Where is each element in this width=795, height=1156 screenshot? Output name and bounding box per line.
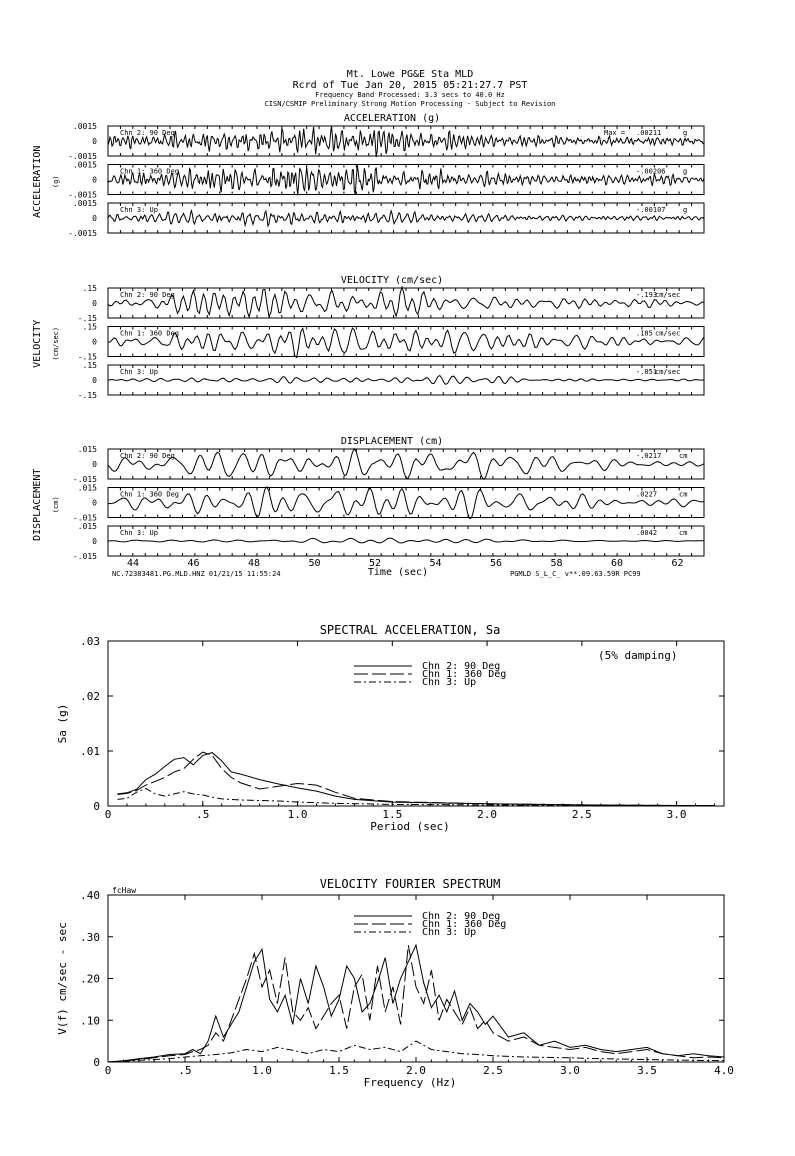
processing-note: CISN/CSMIP Preliminary Strong Motion Processing - Subject to Revision [264,100,556,108]
chart-title: VELOCITY FOURIER SPECTRUM [319,877,501,891]
channel-tick-top: .0015 [72,199,97,208]
x-tick-label: 1.0 [252,1064,272,1077]
chart-ylabel: V(f) cm/sec - sec [56,922,69,1035]
channel-trace-group [73,484,704,523]
panel-ylabel: DISPLACEMENT [32,468,43,541]
peak-value: -.051 [636,368,658,376]
channel-tick-zero: 0 [92,337,97,347]
channel-tick-zero: 0 [92,376,97,385]
channel-frame [108,449,704,479]
chart-ylabel: Sa (g) [56,703,69,744]
channel-trace [108,538,704,543]
time-tick-label: 56 [489,558,503,569]
time-tick-label: 58 [550,558,563,569]
channel-label: Chn 3: Up [120,529,158,537]
y-tick-label: .01 [80,745,100,758]
channel-trace-group [68,122,704,161]
channel-tick-bottom: -.015 [72,475,97,484]
channel-tick-top: .15 [82,322,97,332]
channel-tick-zero: 0 [92,537,97,546]
time-tick-label: 62 [671,558,684,569]
peak-value: -.0217 [636,452,662,460]
channel-tick-top: .0015 [72,160,97,170]
x-tick-label: 1.0 [287,808,308,821]
time-panel [32,275,704,400]
legend-label: Chn 3: Up [422,927,477,938]
station-title: Mt. Lowe PG&E Sta MLD [346,69,474,80]
x-tick-label: 3.5 [637,1064,657,1077]
channel-frame [108,288,704,318]
plot-frame [108,641,724,806]
y-tick-label: .40 [80,889,100,902]
peak-unit: g [683,206,688,214]
x-tick-label: 0 [104,808,112,821]
time-panel [32,113,704,238]
series-line [118,753,715,806]
channel-trace [108,449,704,479]
panel-ylabel: VELOCITY [32,319,43,368]
channel-trace [108,328,704,357]
peak-value: .185 [636,329,653,338]
series-line [118,752,715,805]
peak-value: .0227 [636,490,658,499]
fourier-spectrum-chart [56,877,734,1089]
x-tick-label: 0 [104,1064,112,1077]
x-tick-label: .5 [178,1064,192,1077]
time-tick-label: 44 [126,558,140,569]
channel-label: Chn 1: 360 Deg [120,490,180,499]
peak-value: .0042 [636,529,658,537]
channel-tick-zero: 0 [92,498,97,508]
y-tick-label: 0 [93,800,100,813]
time-axis-label: Time (sec) [367,567,429,578]
channel-trace [108,487,704,519]
channel-label: Chn 1: 360 Deg [120,167,180,176]
peak-unit: cm/sec [655,329,681,338]
footer-right: PGMLD S_L_C_ v**.09.63.59R PC99 [510,570,641,578]
peak-value: -.00206 [636,167,666,176]
channel-tick-zero: 0 [92,137,97,146]
y-tick-label: .20 [80,972,100,986]
channel-tick-bottom: -.0015 [68,190,97,200]
channel-trace [108,287,704,317]
time-tick-label: 46 [187,558,200,569]
time-tick-label: 54 [429,558,442,569]
x-tick-label: 2.0 [477,808,498,821]
x-tick-label: 1.5 [382,808,403,821]
y-tick-label: .10 [80,1014,100,1028]
y-tick-label: .03 [80,635,100,648]
channel-trace-group [73,522,704,561]
x-tick-label: 4.0 [714,1064,734,1077]
legend-label: Chn 3: Up [422,677,477,688]
channel-trace [108,165,704,196]
legend-label: Chn 1: 360 Deg [422,919,507,930]
chart-title: SPECTRAL ACCELERATION, Sa [319,623,501,637]
peak-unit: cm [679,490,688,499]
channel-tick-top: .15 [82,361,97,370]
peak-prefix: Max = [604,129,626,137]
spectral-acceleration-chart [56,623,724,833]
channel-label: Chn 3: Up [120,368,158,376]
time-series-panels [32,113,704,561]
panel-title: ACCELERATION (g) [343,113,441,124]
panel-title: DISPLACEMENT (cm) [340,436,444,447]
panel-title: VELOCITY (cm/sec) [340,275,444,286]
time-panel [32,436,704,561]
channel-tick-bottom: -.0015 [68,229,97,238]
channel-tick-zero: 0 [92,175,97,185]
channel-tick-top: .15 [82,284,97,293]
frequency-band: Frequency Band Processed: 3.3 secs to 40.0 Hz [315,91,505,99]
channel-label: Chn 2: 90 Deg [120,291,175,299]
channel-tick-top: .015 [77,522,97,531]
channel-trace-group [68,199,704,238]
time-tick-label: 50 [308,558,321,569]
x-tick-label: 1.5 [329,1064,349,1077]
record-time: Rcrd of Tue Jan 20, 2015 05:21:27.7 PST [292,80,528,91]
channel-tick-top: .0015 [72,122,97,131]
channel-tick-bottom: -.015 [72,513,97,523]
y-tick-label: 0 [93,1056,100,1069]
damping-note: (5% damping) [598,649,678,662]
panel-units: (cm/sec) [52,326,60,361]
channel-tick-bottom: -.15 [77,391,97,400]
plot-frame [108,895,724,1062]
time-tick-label: 48 [247,558,261,569]
fourier-note: fcHaw [112,886,137,895]
channel-tick-bottom: -.15 [77,314,97,323]
channel-label: Chn 2: 90 Deg [120,452,175,460]
panel-ylabel: ACCELERATION [32,145,43,218]
panel-units: (cm) [52,496,60,514]
channel-label: Chn 3: Up [120,206,158,214]
channel-label: Chn 2: 90 Deg [120,129,175,137]
channel-tick-bottom: -.15 [77,352,97,362]
x-tick-label: 3.0 [560,1064,580,1077]
footer-left: NC.72383481.PG.MLD.HNZ 01/21/15 11:55:24 [112,570,281,578]
channel-trace [108,376,704,385]
peak-value: -.00107 [636,206,666,214]
peak-unit: cm/sec [655,291,681,299]
x-tick-label: .5 [196,808,210,821]
time-tick-label: 52 [368,558,382,569]
series-line [108,945,724,1062]
channel-tick-zero: 0 [92,299,97,308]
channel-frame [108,203,704,233]
peak-unit: g [683,167,688,176]
peak-unit: cm [679,452,688,460]
channel-trace-group [68,161,704,200]
channel-trace-group [73,445,704,484]
peak-unit: g [683,129,688,137]
x-tick-label: 2.0 [406,1064,426,1077]
x-tick-label: 2.5 [571,808,592,821]
channel-trace-group [78,284,704,323]
legend-label: Chn 2: 90 Deg [422,661,501,672]
channel-tick-bottom: -.015 [72,552,97,561]
channel-tick-zero: 0 [92,460,97,469]
y-tick-label: .02 [80,690,100,703]
legend-label: Chn 1: 360 Deg [422,669,507,680]
legend-label: Chn 2: 90 Deg [422,911,501,922]
x-tick-label: 3.0 [666,808,687,821]
peak-unit: cm [679,529,688,537]
channel-trace-group [78,323,704,362]
channel-trace-group [78,361,704,400]
peak-value: -.193 [636,291,658,299]
channel-tick-zero: 0 [92,214,97,223]
channel-trace [108,211,704,226]
series-line [108,945,724,1062]
peak-unit: cm/sec [655,368,681,376]
channel-label: Chn 1: 360 Deg [120,329,180,338]
channel-tick-top: .015 [77,483,97,493]
channel-tick-bottom: -.0015 [68,152,97,161]
channel-tick-top: .015 [77,445,97,454]
x-tick-label: 2.5 [483,1064,503,1077]
chart-xlabel: Frequency (Hz) [363,1076,457,1089]
y-tick-label: .30 [80,930,100,944]
chart-xlabel: Period (sec) [370,820,450,833]
time-tick-label: 60 [610,558,624,569]
peak-value: .00211 [636,129,662,137]
panel-units: (g) [52,175,60,189]
